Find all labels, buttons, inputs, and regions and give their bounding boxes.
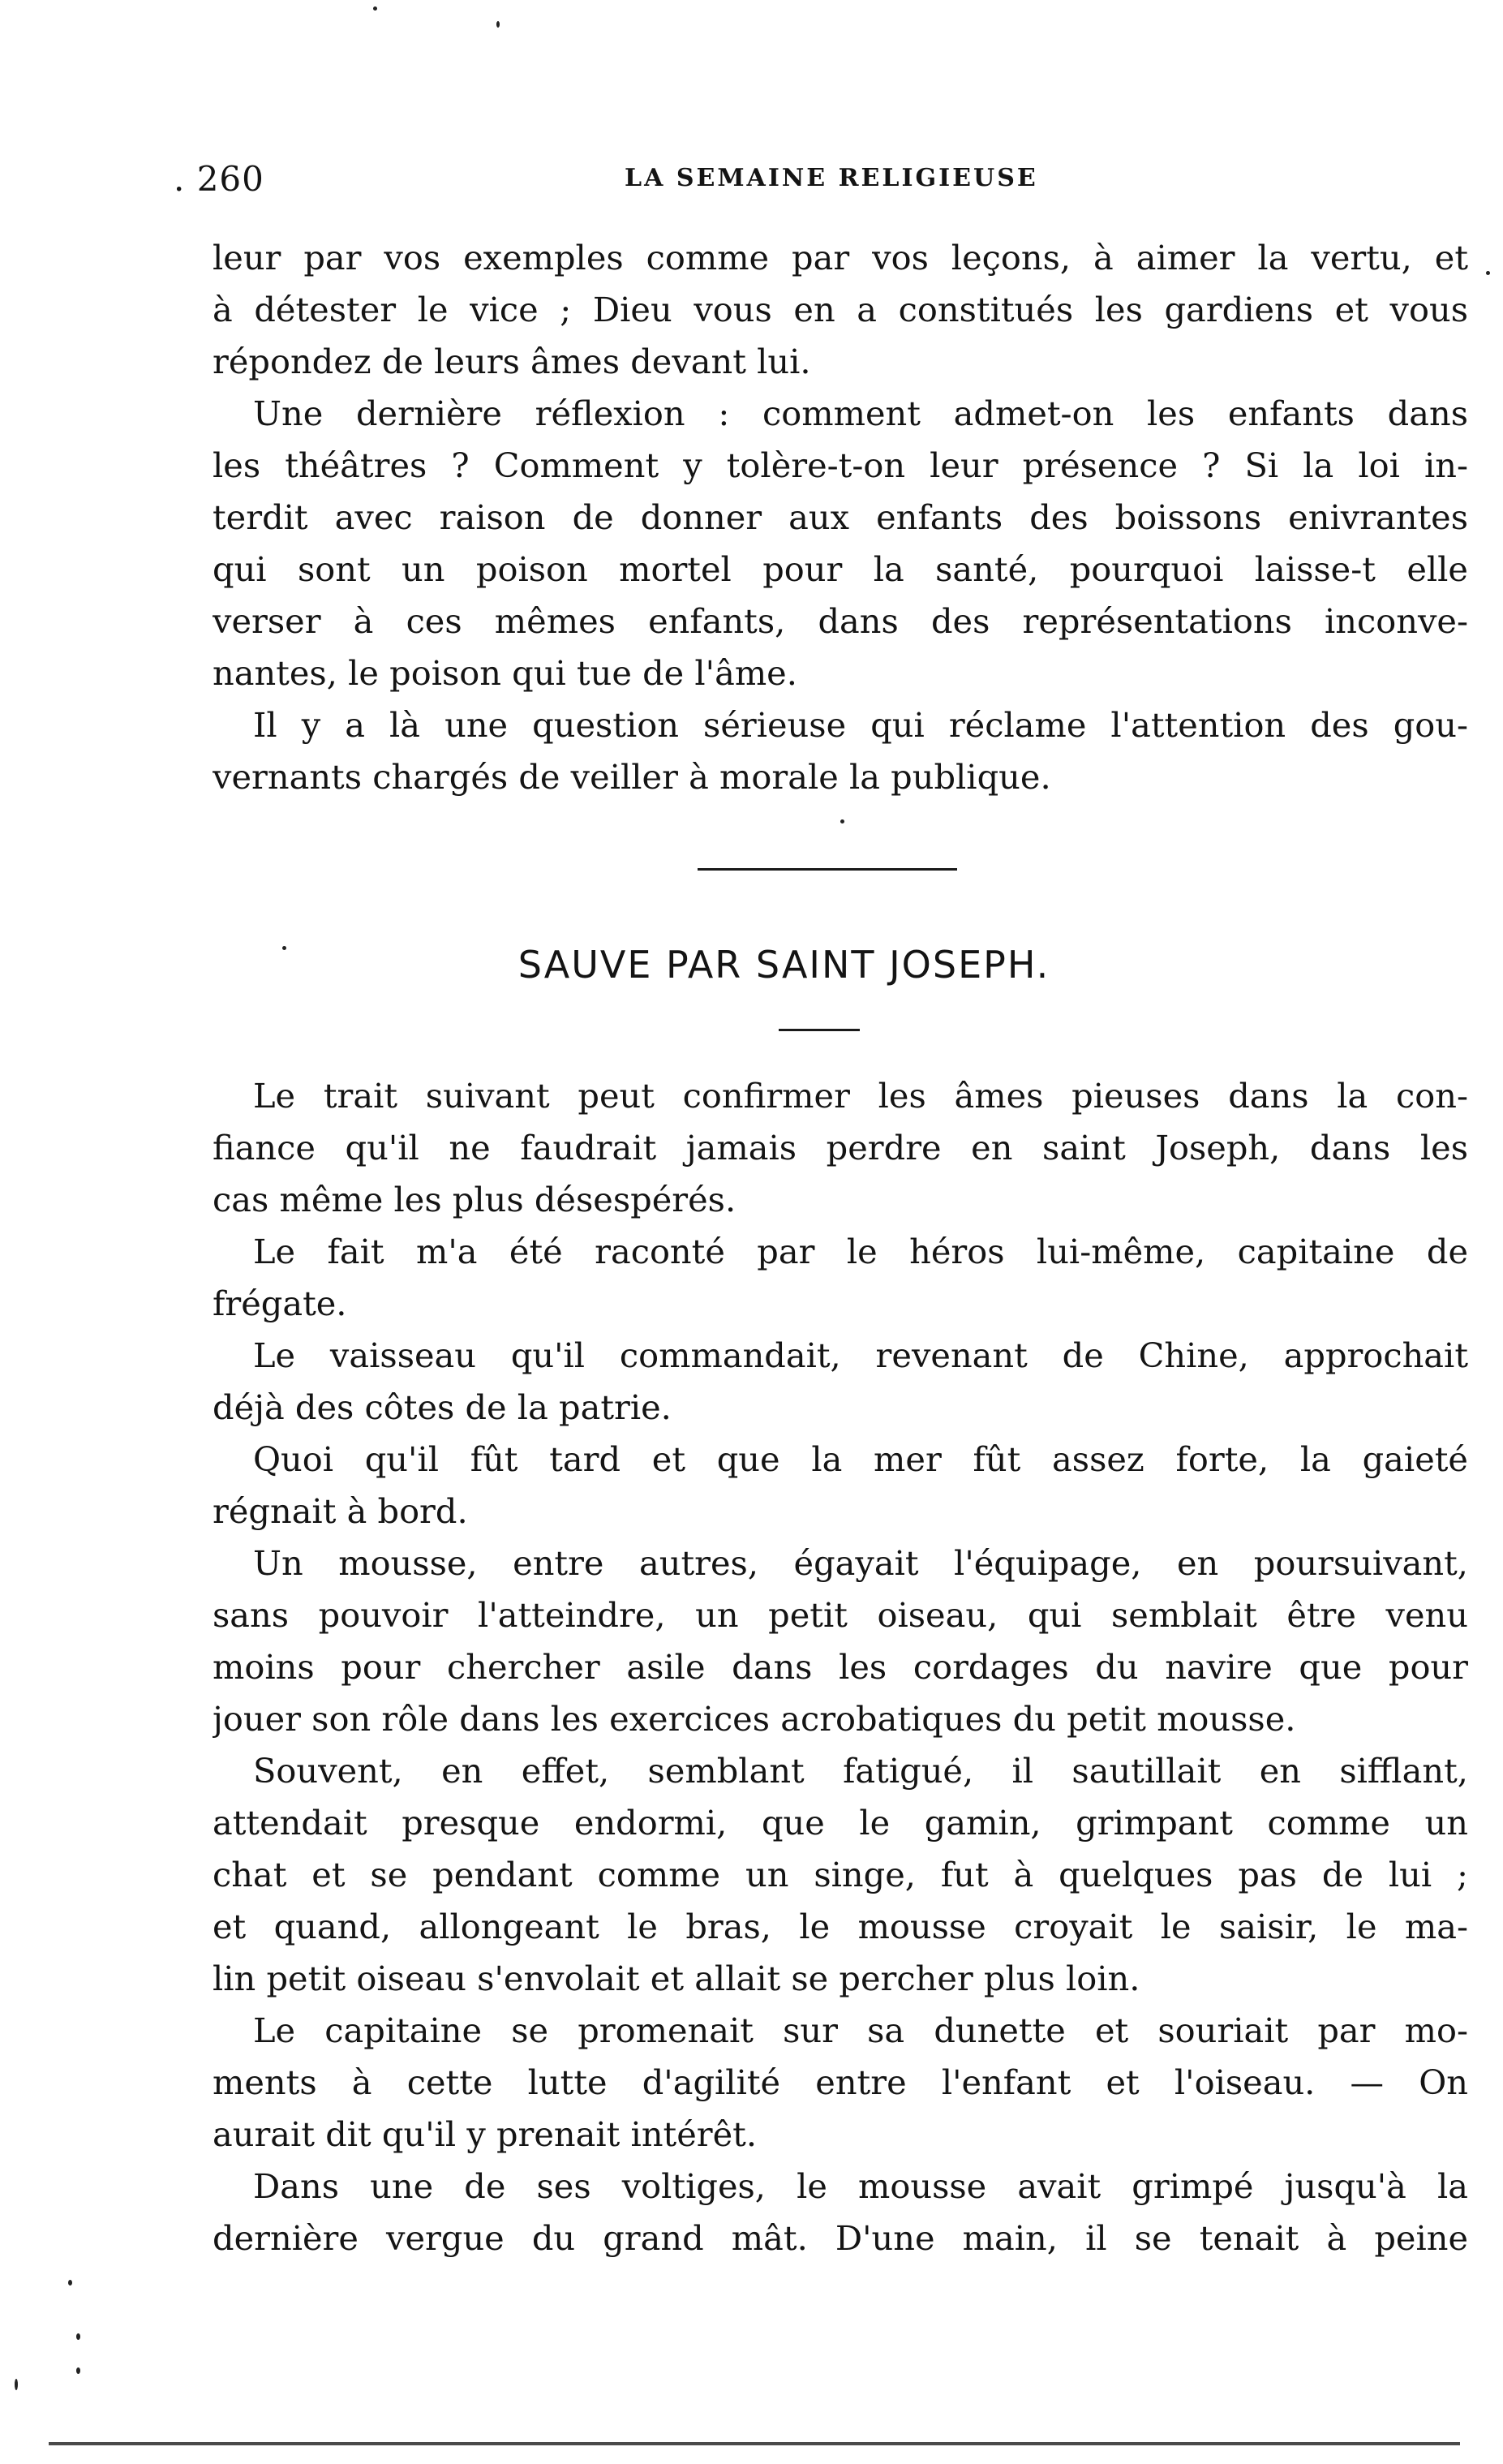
text-line: ments à cette lutte d'agilité entre l'enfant et l'oiseau. — On bbox=[213, 2062, 1468, 2102]
text-line: cas même les plus désespérés. bbox=[213, 1180, 736, 1219]
text-line: nantes, le poison qui tue de l'âme. bbox=[213, 653, 797, 693]
text-line: Une dernière réflexion : comment admet-on les enfants dans bbox=[253, 393, 1468, 433]
page-bottom-edge bbox=[49, 2442, 1460, 2445]
running-head: LA SEMAINE RELIGIEUSE bbox=[625, 164, 1038, 192]
text-line: Souvent, en effet, semblant fatigué, il sautillait en sifflant, bbox=[253, 1751, 1468, 1791]
ink-speck bbox=[1486, 271, 1490, 275]
text-line: vernants chargés de veiller à morale la publique. bbox=[213, 757, 1051, 797]
text-line: Le vaisseau qu'il commandait, revenant de Chine, approchait bbox=[253, 1335, 1468, 1375]
ink-speck bbox=[68, 2280, 72, 2286]
text-line: leur par vos exemples comme par vos leçons, à aimer la vertu, et bbox=[213, 238, 1468, 277]
text-line: et quand, allongeant le bras, le mousse croyait le saisir, le ma- bbox=[213, 1907, 1468, 1946]
text-line: verser à ces mêmes enfants, dans des représentations inconve- bbox=[213, 601, 1468, 641]
text-line: frégate. bbox=[213, 1284, 347, 1323]
section-title: SAUVE PAR SAINT JOSEPH. bbox=[517, 943, 1050, 987]
text-line: Dans une de ses voltiges, le mousse avait grimpé jusqu'à la bbox=[253, 2166, 1468, 2206]
text-line: à détester le vice ; Dieu vous en a constitués les gardiens et vous bbox=[213, 290, 1468, 329]
text-line: terdit avec raison de donner aux enfants des boissons enivrantes bbox=[213, 497, 1468, 537]
text-line: Un mousse, entre autres, égayait l'équipage, en poursuivant, bbox=[253, 1543, 1468, 1583]
ink-speck bbox=[840, 819, 844, 823]
ink-speck bbox=[15, 2379, 18, 2390]
text-line: répondez de leurs âmes devant lui. bbox=[213, 342, 811, 381]
text-line: attendait presque endormi, que le gamin, grimpant comme un bbox=[213, 1803, 1468, 1843]
text-line: sans pouvoir l'atteindre, un petit oiseau, qui semblait être venu bbox=[213, 1595, 1468, 1635]
text-line: qui sont un poison mortel pour la santé, pourquoi laisse-t elle bbox=[213, 549, 1468, 589]
text-line: Le fait m'a été raconté par le héros lui-même, capitaine de bbox=[253, 1232, 1468, 1271]
ink-speck bbox=[282, 946, 286, 950]
main-text bbox=[213, 1070, 1468, 2264]
text-line: moins pour chercher asile dans les cordages du navire que pour bbox=[213, 1647, 1468, 1687]
text-line: Le capitaine se promenait sur sa dunette et souriait par mo- bbox=[253, 2010, 1468, 2050]
text-line: lin petit oiseau s'envolait et allait se percher plus loin. bbox=[213, 1959, 1140, 1998]
ink-speck bbox=[76, 2367, 80, 2374]
text-line: fiance qu'il ne faudrait jamais perdre en saint Joseph, dans les bbox=[213, 1128, 1468, 1167]
text-line: Il y a là une question sérieuse qui réclame l'attention des gou- bbox=[253, 705, 1468, 745]
text-line: régnait à bord. bbox=[213, 1491, 468, 1531]
page-number: . 260 bbox=[174, 159, 264, 199]
text-line: Le trait suivant peut confirmer les âmes pieuses dans la con- bbox=[253, 1076, 1468, 1116]
text-line: chat et se pendant comme un singe, fut à quelques pas de lui ; bbox=[213, 1855, 1468, 1894]
text-line: aurait dit qu'il y prenait intérêt. bbox=[213, 2114, 758, 2154]
text-line: jouer son rôle dans les exercices acrobatiques du petit mousse. bbox=[213, 1699, 1296, 1739]
title-underline-rule bbox=[779, 1029, 860, 1031]
top-paragraph bbox=[213, 232, 1468, 803]
ink-speck bbox=[373, 6, 377, 11]
text-line: déjà des côtes de la patrie. bbox=[213, 1387, 672, 1427]
page-header bbox=[174, 159, 1455, 208]
ink-speck bbox=[496, 21, 500, 28]
separator-rule bbox=[698, 868, 957, 871]
text-line: les théâtres ? Comment y tolère-t-on leur présence ? Si la loi in- bbox=[213, 445, 1468, 485]
text-line: dernière vergue du grand mât. D'une main, il se tenait à peine bbox=[213, 2218, 1468, 2258]
ink-speck bbox=[76, 2333, 80, 2340]
text-line: Quoi qu'il fût tard et que la mer fût assez forte, la gaieté bbox=[253, 1439, 1468, 1479]
